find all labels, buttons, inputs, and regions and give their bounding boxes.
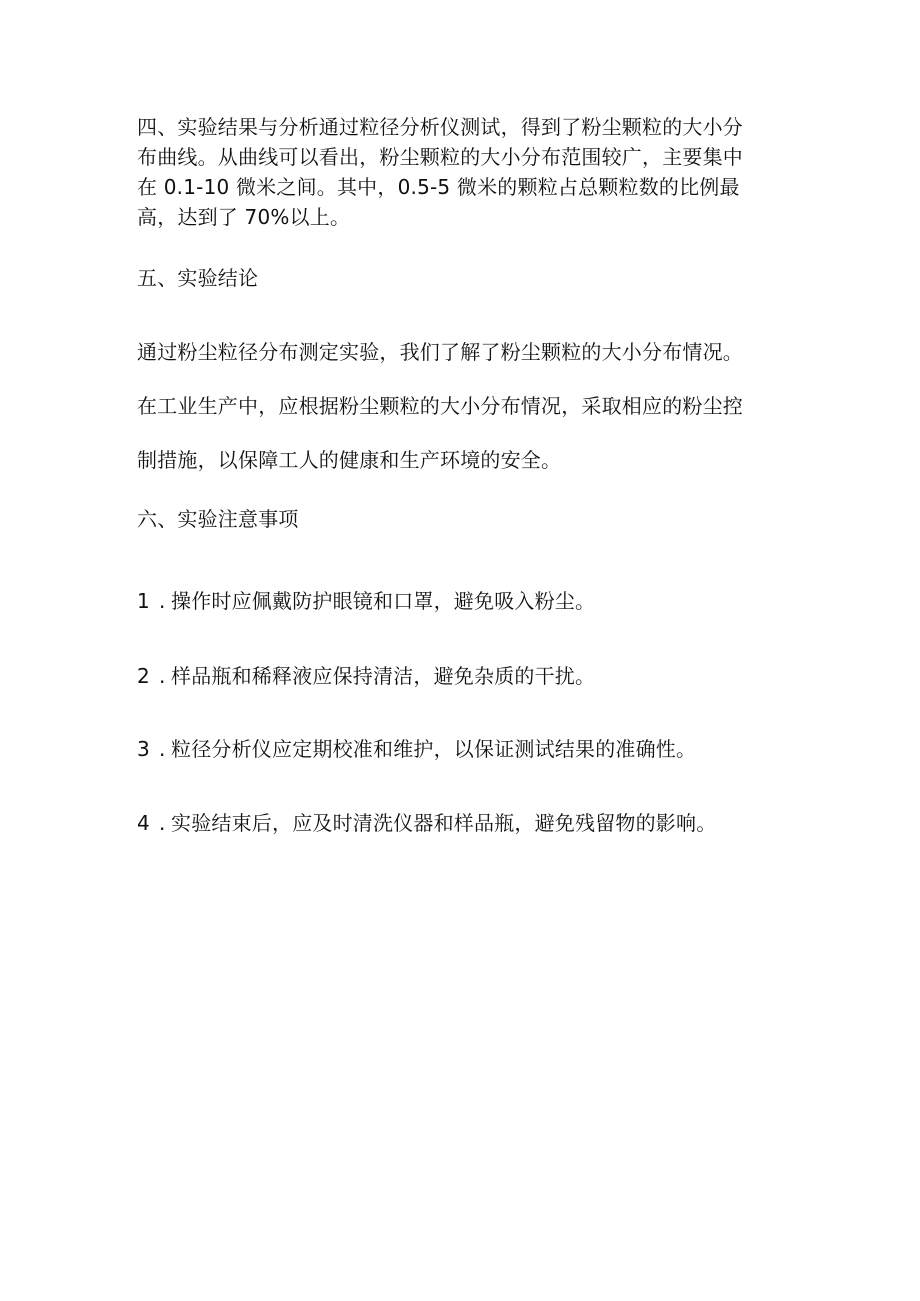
- paragraph-line: 制措施，以保障工人的健康和生产环境的安全。: [137, 448, 562, 472]
- list-item-text: 样品瓶和稀释液应保持清洁，避免杂质的干扰。: [171, 664, 596, 688]
- paragraph-line: 在 0.1-10 微米之间。其中，0.5-5 微米的颗粒占总颗粒数的比例最: [137, 175, 740, 199]
- results-analysis-paragraph: [137, 112, 797, 232]
- list-item-number: 1: [137, 589, 150, 613]
- section-heading-conclusion: 五、实验结论: [137, 266, 259, 290]
- list-item-dot: .: [159, 589, 166, 613]
- list-item-dot: .: [159, 811, 166, 835]
- paragraph-line: 通过粉尘粒径分布测定实验，我们了解了粉尘颗粒的大小分布情况。: [137, 340, 743, 364]
- paragraph-line: 布曲线。从曲线可以看出，粉尘颗粒的大小分布范围较广，主要集中: [137, 145, 743, 169]
- paragraph-line: 四、实验结果与分析通过粒径分析仪测试，得到了粉尘颗粒的大小分: [137, 115, 743, 139]
- list-item-dot: .: [159, 664, 166, 688]
- list-item: [137, 734, 797, 764]
- list-item-text: 粒径分析仪应定期校准和维护，以保证测试结果的准确性。: [171, 737, 697, 761]
- paragraph-line: 在工业生产中，应根据粉尘颗粒的大小分布情况，采取相应的粉尘控: [137, 394, 743, 418]
- list-item-text: 操作时应佩戴防护眼镜和口罩，避免吸入粉尘。: [171, 589, 596, 613]
- list-item: [137, 586, 797, 616]
- list-item: [137, 808, 797, 838]
- paragraph-line: 高，达到了 70%以上。: [137, 205, 351, 229]
- conclusion-paragraph: [137, 337, 797, 499]
- list-item: [137, 661, 797, 691]
- list-item-number: 2: [137, 664, 150, 688]
- list-item-number: 4: [137, 811, 150, 835]
- list-item-text: 实验结束后，应及时清洗仪器和样品瓶，避免残留物的影响。: [171, 811, 717, 835]
- list-item-dot: .: [159, 737, 166, 761]
- section-heading-notes: 六、实验注意事项: [137, 507, 299, 531]
- list-item-number: 3: [137, 737, 150, 761]
